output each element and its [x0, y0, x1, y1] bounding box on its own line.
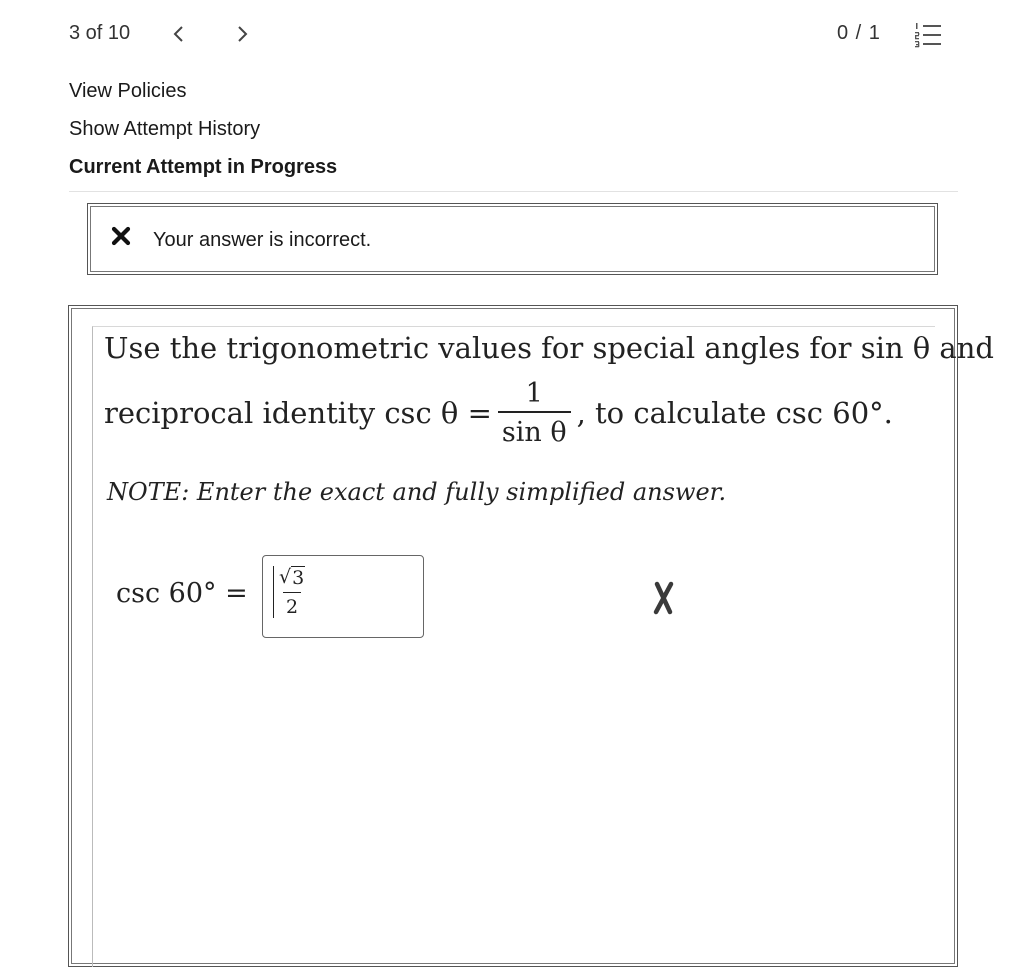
section-divider	[69, 191, 958, 192]
chevron-right-icon	[233, 22, 251, 46]
chevron-left-icon	[170, 22, 188, 46]
next-question-button[interactable]	[233, 22, 251, 46]
question-navigation-bar	[0, 0, 1024, 70]
show-attempt-history-link[interactable]: Show Attempt History	[69, 118, 261, 140]
square-root	[279, 566, 305, 589]
answer-feedback-banner	[87, 203, 938, 275]
question-line-2-prefix: reciprocal identity csc θ =	[104, 396, 492, 430]
radical-sign-icon: √	[279, 566, 292, 588]
question-line-2-suffix: , to calculate csc 60°.	[576, 396, 893, 430]
incorrect-x-icon	[650, 580, 676, 616]
close-icon	[111, 226, 131, 246]
answer-label: csc 60° =	[116, 578, 248, 609]
answer-numerator	[276, 566, 308, 592]
attempt-status-heading: Current Attempt in Progress	[69, 156, 338, 178]
fraction-numerator: 1	[525, 378, 543, 409]
view-policies-link[interactable]: View Policies	[69, 80, 187, 102]
reciprocal-identity-fraction	[498, 378, 571, 448]
numbered-list-icon	[913, 22, 943, 48]
score-display: 0 / 1	[837, 22, 881, 44]
answer-format-note: NOTE: Enter the exact and fully simplified answer.	[107, 478, 727, 506]
radicand: 3	[292, 567, 305, 589]
question-counter: 3 of 10	[69, 22, 131, 44]
previous-question-button[interactable]	[170, 22, 188, 46]
feedback-message: Your answer is incorrect.	[153, 229, 372, 251]
question-text-line-1: Use the trigonometric values for special angles for sin θ and	[104, 331, 994, 365]
answer-value-fraction	[273, 566, 308, 618]
answer-input[interactable]	[262, 555, 424, 638]
question-list-button[interactable]	[913, 22, 943, 48]
fraction-denominator: sin θ	[498, 411, 571, 448]
answer-denominator: 2	[283, 592, 301, 618]
question-text-line-2	[104, 373, 893, 453]
